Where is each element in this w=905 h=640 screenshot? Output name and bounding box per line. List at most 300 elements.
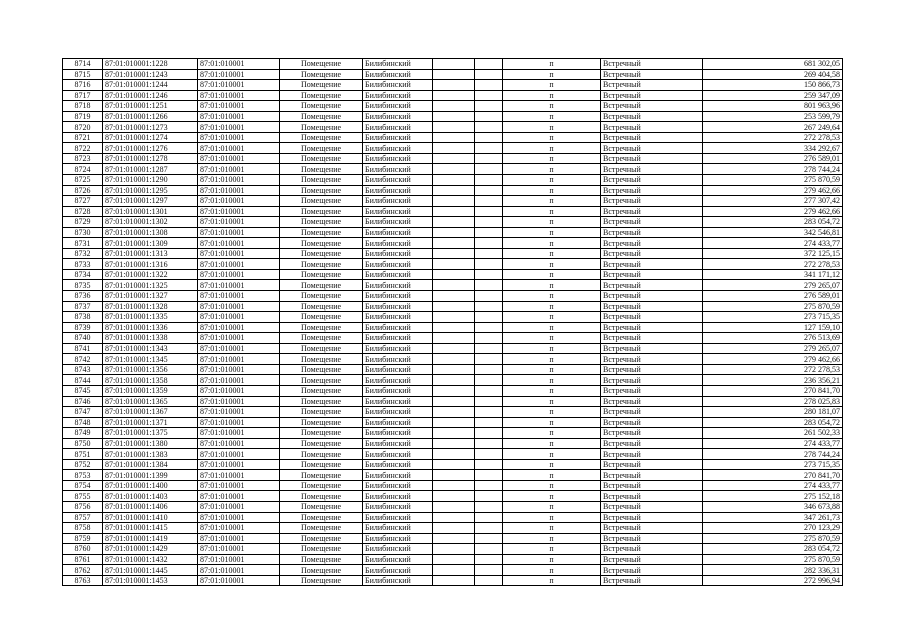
empty-cell	[433, 333, 475, 344]
empty-cell	[475, 80, 503, 91]
cadastral-number-cell: 87:01:010001:1328	[103, 301, 198, 312]
district-cell: Билибинский	[363, 512, 433, 523]
object-type-cell: Помещение	[280, 544, 363, 555]
cadastral-value-cell: 341 171,12	[703, 269, 843, 280]
settlement-name-cell: Встречный	[601, 480, 703, 491]
empty-cell	[433, 354, 475, 365]
table-row	[63, 312, 843, 323]
empty-cell	[475, 575, 503, 586]
empty-cell	[475, 428, 503, 439]
settlement-type-cell: п	[503, 101, 601, 112]
cadastral-block-cell: 87:01:010001	[198, 449, 280, 460]
district-cell: Билибинский	[363, 470, 433, 481]
row-number-cell: 8729	[63, 217, 103, 228]
cadastral-value-cell: 347 261,73	[703, 512, 843, 523]
settlement-type-cell: п	[503, 132, 601, 143]
empty-cell	[475, 417, 503, 428]
object-type-cell: Помещение	[280, 470, 363, 481]
settlement-name-cell: Встречный	[601, 364, 703, 375]
settlement-name-cell: Встречный	[601, 322, 703, 333]
empty-cell	[433, 501, 475, 512]
district-cell: Билибинский	[363, 554, 433, 565]
empty-cell	[475, 565, 503, 576]
district-cell: Билибинский	[363, 333, 433, 344]
cadastral-number-cell: 87:01:010001:1383	[103, 449, 198, 460]
cadastral-value-cell: 270 841,70	[703, 470, 843, 481]
settlement-name-cell: Встречный	[601, 69, 703, 80]
settlement-name-cell: Встречный	[601, 59, 703, 70]
row-number-cell: 8756	[63, 501, 103, 512]
cadastral-value-cell: 279 265,07	[703, 343, 843, 354]
cadastral-value-cell: 259 347,09	[703, 90, 843, 101]
cadastral-value-cell: 346 673,88	[703, 501, 843, 512]
row-number-cell: 8732	[63, 248, 103, 259]
settlement-name-cell: Встречный	[601, 153, 703, 164]
cadastral-block-cell: 87:01:010001	[198, 459, 280, 470]
empty-cell	[433, 280, 475, 291]
settlement-name-cell: Встречный	[601, 101, 703, 112]
empty-cell	[475, 459, 503, 470]
settlement-type-cell: п	[503, 196, 601, 207]
table-row	[63, 407, 843, 418]
cadastral-block-cell: 87:01:010001	[198, 491, 280, 502]
cadastral-number-cell: 87:01:010001:1403	[103, 491, 198, 502]
table-row	[63, 470, 843, 481]
cadastral-value-cell: 273 715,35	[703, 312, 843, 323]
empty-cell	[433, 428, 475, 439]
empty-cell	[433, 196, 475, 207]
settlement-type-cell: п	[503, 80, 601, 91]
empty-cell	[475, 449, 503, 460]
district-cell: Билибинский	[363, 101, 433, 112]
settlement-name-cell: Встречный	[601, 111, 703, 122]
table-row	[63, 396, 843, 407]
empty-cell	[433, 291, 475, 302]
settlement-name-cell: Встречный	[601, 280, 703, 291]
settlement-name-cell: Встречный	[601, 533, 703, 544]
district-cell: Билибинский	[363, 364, 433, 375]
cadastral-number-cell: 87:01:010001:1228	[103, 59, 198, 70]
row-number-cell: 8747	[63, 407, 103, 418]
row-number-cell: 8736	[63, 291, 103, 302]
table-row	[63, 438, 843, 449]
row-number-cell: 8751	[63, 449, 103, 460]
empty-cell	[433, 301, 475, 312]
table-body	[63, 59, 843, 586]
cadastral-block-cell: 87:01:010001	[198, 196, 280, 207]
table-row	[63, 533, 843, 544]
settlement-name-cell: Встречный	[601, 417, 703, 428]
cadastral-value-cell: 270 123,29	[703, 523, 843, 534]
cadastral-number-cell: 87:01:010001:1244	[103, 80, 198, 91]
table-row	[63, 385, 843, 396]
row-number-cell: 8758	[63, 523, 103, 534]
row-number-cell: 8717	[63, 90, 103, 101]
empty-cell	[433, 565, 475, 576]
settlement-name-cell: Встречный	[601, 396, 703, 407]
cadastral-value-cell: 276 513,69	[703, 333, 843, 344]
district-cell: Билибинский	[363, 248, 433, 259]
settlement-type-cell: п	[503, 512, 601, 523]
settlement-name-cell: Встречный	[601, 523, 703, 534]
empty-cell	[433, 343, 475, 354]
object-type-cell: Помещение	[280, 196, 363, 207]
row-number-cell: 8737	[63, 301, 103, 312]
cadastral-block-cell: 87:01:010001	[198, 80, 280, 91]
empty-cell	[433, 185, 475, 196]
district-cell: Билибинский	[363, 449, 433, 460]
row-number-cell: 8741	[63, 343, 103, 354]
object-type-cell: Помещение	[280, 111, 363, 122]
district-cell: Билибинский	[363, 501, 433, 512]
cadastral-block-cell: 87:01:010001	[198, 428, 280, 439]
table-row	[63, 196, 843, 207]
cadastral-block-cell: 87:01:010001	[198, 438, 280, 449]
table-row	[63, 164, 843, 175]
settlement-type-cell: п	[503, 459, 601, 470]
cadastral-value-cell: 150 866,73	[703, 80, 843, 91]
table-row	[63, 417, 843, 428]
object-type-cell: Помещение	[280, 480, 363, 491]
settlement-type-cell: п	[503, 354, 601, 365]
cadastral-value-cell: 270 841,70	[703, 385, 843, 396]
cadastral-number-cell: 87:01:010001:1287	[103, 164, 198, 175]
row-number-cell: 8740	[63, 333, 103, 344]
empty-cell	[475, 385, 503, 396]
district-cell: Билибинский	[363, 143, 433, 154]
cadastral-block-cell: 87:01:010001	[198, 217, 280, 228]
cadastral-block-cell: 87:01:010001	[198, 69, 280, 80]
district-cell: Билибинский	[363, 185, 433, 196]
settlement-type-cell: п	[503, 375, 601, 386]
cadastral-number-cell: 87:01:010001:1399	[103, 470, 198, 481]
cadastral-block-cell: 87:01:010001	[198, 122, 280, 133]
cadastral-value-cell: 267 249,64	[703, 122, 843, 133]
empty-cell	[433, 480, 475, 491]
table-row	[63, 227, 843, 238]
empty-cell	[475, 533, 503, 544]
cadastral-number-cell: 87:01:010001:1295	[103, 185, 198, 196]
cadastral-block-cell: 87:01:010001	[198, 417, 280, 428]
district-cell: Билибинский	[363, 533, 433, 544]
empty-cell	[433, 238, 475, 249]
table-row	[63, 301, 843, 312]
settlement-name-cell: Встречный	[601, 438, 703, 449]
object-type-cell: Помещение	[280, 512, 363, 523]
settlement-type-cell: п	[503, 217, 601, 228]
table-row	[63, 217, 843, 228]
cadastral-value-cell: 273 715,35	[703, 459, 843, 470]
empty-cell	[475, 322, 503, 333]
empty-cell	[433, 554, 475, 565]
object-type-cell: Помещение	[280, 354, 363, 365]
cadastral-value-cell: 279 462,66	[703, 206, 843, 217]
cadastral-value-cell: 272 278,53	[703, 364, 843, 375]
empty-cell	[475, 259, 503, 270]
empty-cell	[475, 122, 503, 133]
table-row	[63, 291, 843, 302]
empty-cell	[475, 544, 503, 555]
cadastral-value-cell: 277 307,42	[703, 196, 843, 207]
empty-cell	[475, 227, 503, 238]
settlement-name-cell: Встречный	[601, 512, 703, 523]
empty-cell	[475, 291, 503, 302]
settlement-type-cell: п	[503, 280, 601, 291]
cadastral-value-cell: 275 152,18	[703, 491, 843, 502]
cadastral-number-cell: 87:01:010001:1325	[103, 280, 198, 291]
row-number-cell: 8749	[63, 428, 103, 439]
table-row	[63, 512, 843, 523]
row-number-cell: 8726	[63, 185, 103, 196]
settlement-type-cell: п	[503, 396, 601, 407]
settlement-type-cell: п	[503, 417, 601, 428]
empty-cell	[475, 153, 503, 164]
object-type-cell: Помещение	[280, 428, 363, 439]
object-type-cell: Помещение	[280, 132, 363, 143]
cadastral-block-cell: 87:01:010001	[198, 565, 280, 576]
empty-cell	[433, 523, 475, 534]
cadastral-number-cell: 87:01:010001:1410	[103, 512, 198, 523]
district-cell: Билибинский	[363, 259, 433, 270]
table-row	[63, 575, 843, 586]
cadastral-value-cell: 272 996,94	[703, 575, 843, 586]
cadastral-block-cell: 87:01:010001	[198, 385, 280, 396]
cadastral-block-cell: 87:01:010001	[198, 533, 280, 544]
settlement-name-cell: Встречный	[601, 196, 703, 207]
object-type-cell: Помещение	[280, 143, 363, 154]
row-number-cell: 8720	[63, 122, 103, 133]
row-number-cell: 8728	[63, 206, 103, 217]
cadastral-block-cell: 87:01:010001	[198, 164, 280, 175]
object-type-cell: Помещение	[280, 164, 363, 175]
settlement-name-cell: Встречный	[601, 354, 703, 365]
cadastral-value-cell: 253 599,79	[703, 111, 843, 122]
cadastral-number-cell: 87:01:010001:1365	[103, 396, 198, 407]
empty-cell	[433, 269, 475, 280]
object-type-cell: Помещение	[280, 80, 363, 91]
settlement-name-cell: Встречный	[601, 227, 703, 238]
settlement-name-cell: Встречный	[601, 385, 703, 396]
cadastral-value-cell: 275 870,59	[703, 301, 843, 312]
empty-cell	[475, 280, 503, 291]
settlement-type-cell: п	[503, 122, 601, 133]
cadastral-value-cell: 274 433,77	[703, 438, 843, 449]
cadastral-number-cell: 87:01:010001:1345	[103, 354, 198, 365]
object-type-cell: Помещение	[280, 248, 363, 259]
cadastral-value-cell: 801 963,96	[703, 101, 843, 112]
table-row	[63, 90, 843, 101]
settlement-type-cell: п	[503, 523, 601, 534]
object-type-cell: Помещение	[280, 69, 363, 80]
table-row	[63, 175, 843, 186]
cadastral-block-cell: 87:01:010001	[198, 101, 280, 112]
table-row	[63, 185, 843, 196]
empty-cell	[433, 206, 475, 217]
object-type-cell: Помещение	[280, 438, 363, 449]
empty-cell	[475, 69, 503, 80]
object-type-cell: Помещение	[280, 238, 363, 249]
empty-cell	[433, 575, 475, 586]
row-number-cell: 8731	[63, 238, 103, 249]
row-number-cell: 8719	[63, 111, 103, 122]
cadastral-number-cell: 87:01:010001:1359	[103, 385, 198, 396]
table-row	[63, 565, 843, 576]
cadastral-value-cell: 269 404,58	[703, 69, 843, 80]
settlement-type-cell: п	[503, 227, 601, 238]
row-number-cell: 8724	[63, 164, 103, 175]
settlement-type-cell: п	[503, 59, 601, 70]
object-type-cell: Помещение	[280, 122, 363, 133]
empty-cell	[475, 364, 503, 375]
row-number-cell: 8730	[63, 227, 103, 238]
settlement-type-cell: п	[503, 269, 601, 280]
cadastral-number-cell: 87:01:010001:1445	[103, 565, 198, 576]
settlement-type-cell: п	[503, 438, 601, 449]
empty-cell	[475, 238, 503, 249]
row-number-cell: 8744	[63, 375, 103, 386]
cadastral-block-cell: 87:01:010001	[198, 396, 280, 407]
settlement-name-cell: Встречный	[601, 90, 703, 101]
cadastral-value-cell: 279 462,66	[703, 185, 843, 196]
cadastral-value-cell: 278 744,24	[703, 164, 843, 175]
empty-cell	[475, 196, 503, 207]
settlement-name-cell: Встречный	[601, 407, 703, 418]
settlement-type-cell: п	[503, 407, 601, 418]
property-table	[62, 58, 843, 586]
row-number-cell: 8743	[63, 364, 103, 375]
empty-cell	[433, 164, 475, 175]
cadastral-block-cell: 87:01:010001	[198, 343, 280, 354]
object-type-cell: Помещение	[280, 375, 363, 386]
settlement-name-cell: Встречный	[601, 175, 703, 186]
cadastral-number-cell: 87:01:010001:1297	[103, 196, 198, 207]
district-cell: Билибинский	[363, 438, 433, 449]
settlement-type-cell: п	[503, 565, 601, 576]
district-cell: Билибинский	[363, 227, 433, 238]
cadastral-block-cell: 87:01:010001	[198, 280, 280, 291]
empty-cell	[475, 269, 503, 280]
row-number-cell: 8748	[63, 417, 103, 428]
district-cell: Билибинский	[363, 111, 433, 122]
district-cell: Билибинский	[363, 238, 433, 249]
district-cell: Билибинский	[363, 175, 433, 186]
table-row	[63, 322, 843, 333]
object-type-cell: Помещение	[280, 407, 363, 418]
table-row	[63, 248, 843, 259]
district-cell: Билибинский	[363, 132, 433, 143]
empty-cell	[475, 312, 503, 323]
settlement-type-cell: п	[503, 259, 601, 270]
cadastral-number-cell: 87:01:010001:1384	[103, 459, 198, 470]
row-number-cell: 8752	[63, 459, 103, 470]
empty-cell	[475, 554, 503, 565]
cadastral-number-cell: 87:01:010001:1274	[103, 132, 198, 143]
row-number-cell: 8754	[63, 480, 103, 491]
object-type-cell: Помещение	[280, 90, 363, 101]
object-type-cell: Помещение	[280, 385, 363, 396]
cadastral-block-cell: 87:01:010001	[198, 227, 280, 238]
cadastral-block-cell: 87:01:010001	[198, 301, 280, 312]
district-cell: Билибинский	[363, 122, 433, 133]
settlement-type-cell: п	[503, 301, 601, 312]
table-row	[63, 101, 843, 112]
settlement-type-cell: п	[503, 470, 601, 481]
cadastral-block-cell: 87:01:010001	[198, 259, 280, 270]
row-number-cell: 8761	[63, 554, 103, 565]
row-number-cell: 8738	[63, 312, 103, 323]
cadastral-value-cell: 372 125,15	[703, 248, 843, 259]
object-type-cell: Помещение	[280, 565, 363, 576]
object-type-cell: Помещение	[280, 153, 363, 164]
cadastral-value-cell: 276 589,01	[703, 153, 843, 164]
empty-cell	[433, 470, 475, 481]
empty-cell	[475, 301, 503, 312]
object-type-cell: Помещение	[280, 312, 363, 323]
row-number-cell: 8723	[63, 153, 103, 164]
district-cell: Билибинский	[363, 206, 433, 217]
empty-cell	[433, 111, 475, 122]
row-number-cell: 8739	[63, 322, 103, 333]
empty-cell	[433, 80, 475, 91]
table-row	[63, 333, 843, 344]
district-cell: Билибинский	[363, 407, 433, 418]
row-number-cell: 8742	[63, 354, 103, 365]
cadastral-number-cell: 87:01:010001:1322	[103, 269, 198, 280]
cadastral-value-cell: 261 502,33	[703, 428, 843, 439]
empty-cell	[433, 417, 475, 428]
row-number-cell: 8716	[63, 80, 103, 91]
settlement-type-cell: п	[503, 175, 601, 186]
table-row	[63, 59, 843, 70]
object-type-cell: Помещение	[280, 575, 363, 586]
cadastral-value-cell: 275 870,59	[703, 554, 843, 565]
table-row	[63, 544, 843, 555]
cadastral-block-cell: 87:01:010001	[198, 143, 280, 154]
cadastral-block-cell: 87:01:010001	[198, 512, 280, 523]
object-type-cell: Помещение	[280, 417, 363, 428]
settlement-name-cell: Встречный	[601, 554, 703, 565]
table-row	[63, 343, 843, 354]
cadastral-number-cell: 87:01:010001:1336	[103, 322, 198, 333]
cadastral-block-cell: 87:01:010001	[198, 364, 280, 375]
row-number-cell: 8746	[63, 396, 103, 407]
object-type-cell: Помещение	[280, 280, 363, 291]
table-row	[63, 354, 843, 365]
cadastral-block-cell: 87:01:010001	[198, 185, 280, 196]
cadastral-number-cell: 87:01:010001:1276	[103, 143, 198, 154]
cadastral-block-cell: 87:01:010001	[198, 354, 280, 365]
table-row	[63, 153, 843, 164]
cadastral-value-cell: 274 433,77	[703, 480, 843, 491]
empty-cell	[475, 206, 503, 217]
table-row	[63, 364, 843, 375]
cadastral-value-cell: 272 278,53	[703, 259, 843, 270]
cadastral-number-cell: 87:01:010001:1327	[103, 291, 198, 302]
object-type-cell: Помещение	[280, 101, 363, 112]
empty-cell	[475, 470, 503, 481]
row-number-cell: 8733	[63, 259, 103, 270]
object-type-cell: Помещение	[280, 322, 363, 333]
object-type-cell: Помещение	[280, 396, 363, 407]
empty-cell	[433, 364, 475, 375]
settlement-type-cell: п	[503, 544, 601, 555]
object-type-cell: Помещение	[280, 554, 363, 565]
district-cell: Билибинский	[363, 153, 433, 164]
row-number-cell: 8734	[63, 269, 103, 280]
cadastral-number-cell: 87:01:010001:1380	[103, 438, 198, 449]
district-cell: Билибинский	[363, 217, 433, 228]
settlement-name-cell: Встречный	[601, 575, 703, 586]
